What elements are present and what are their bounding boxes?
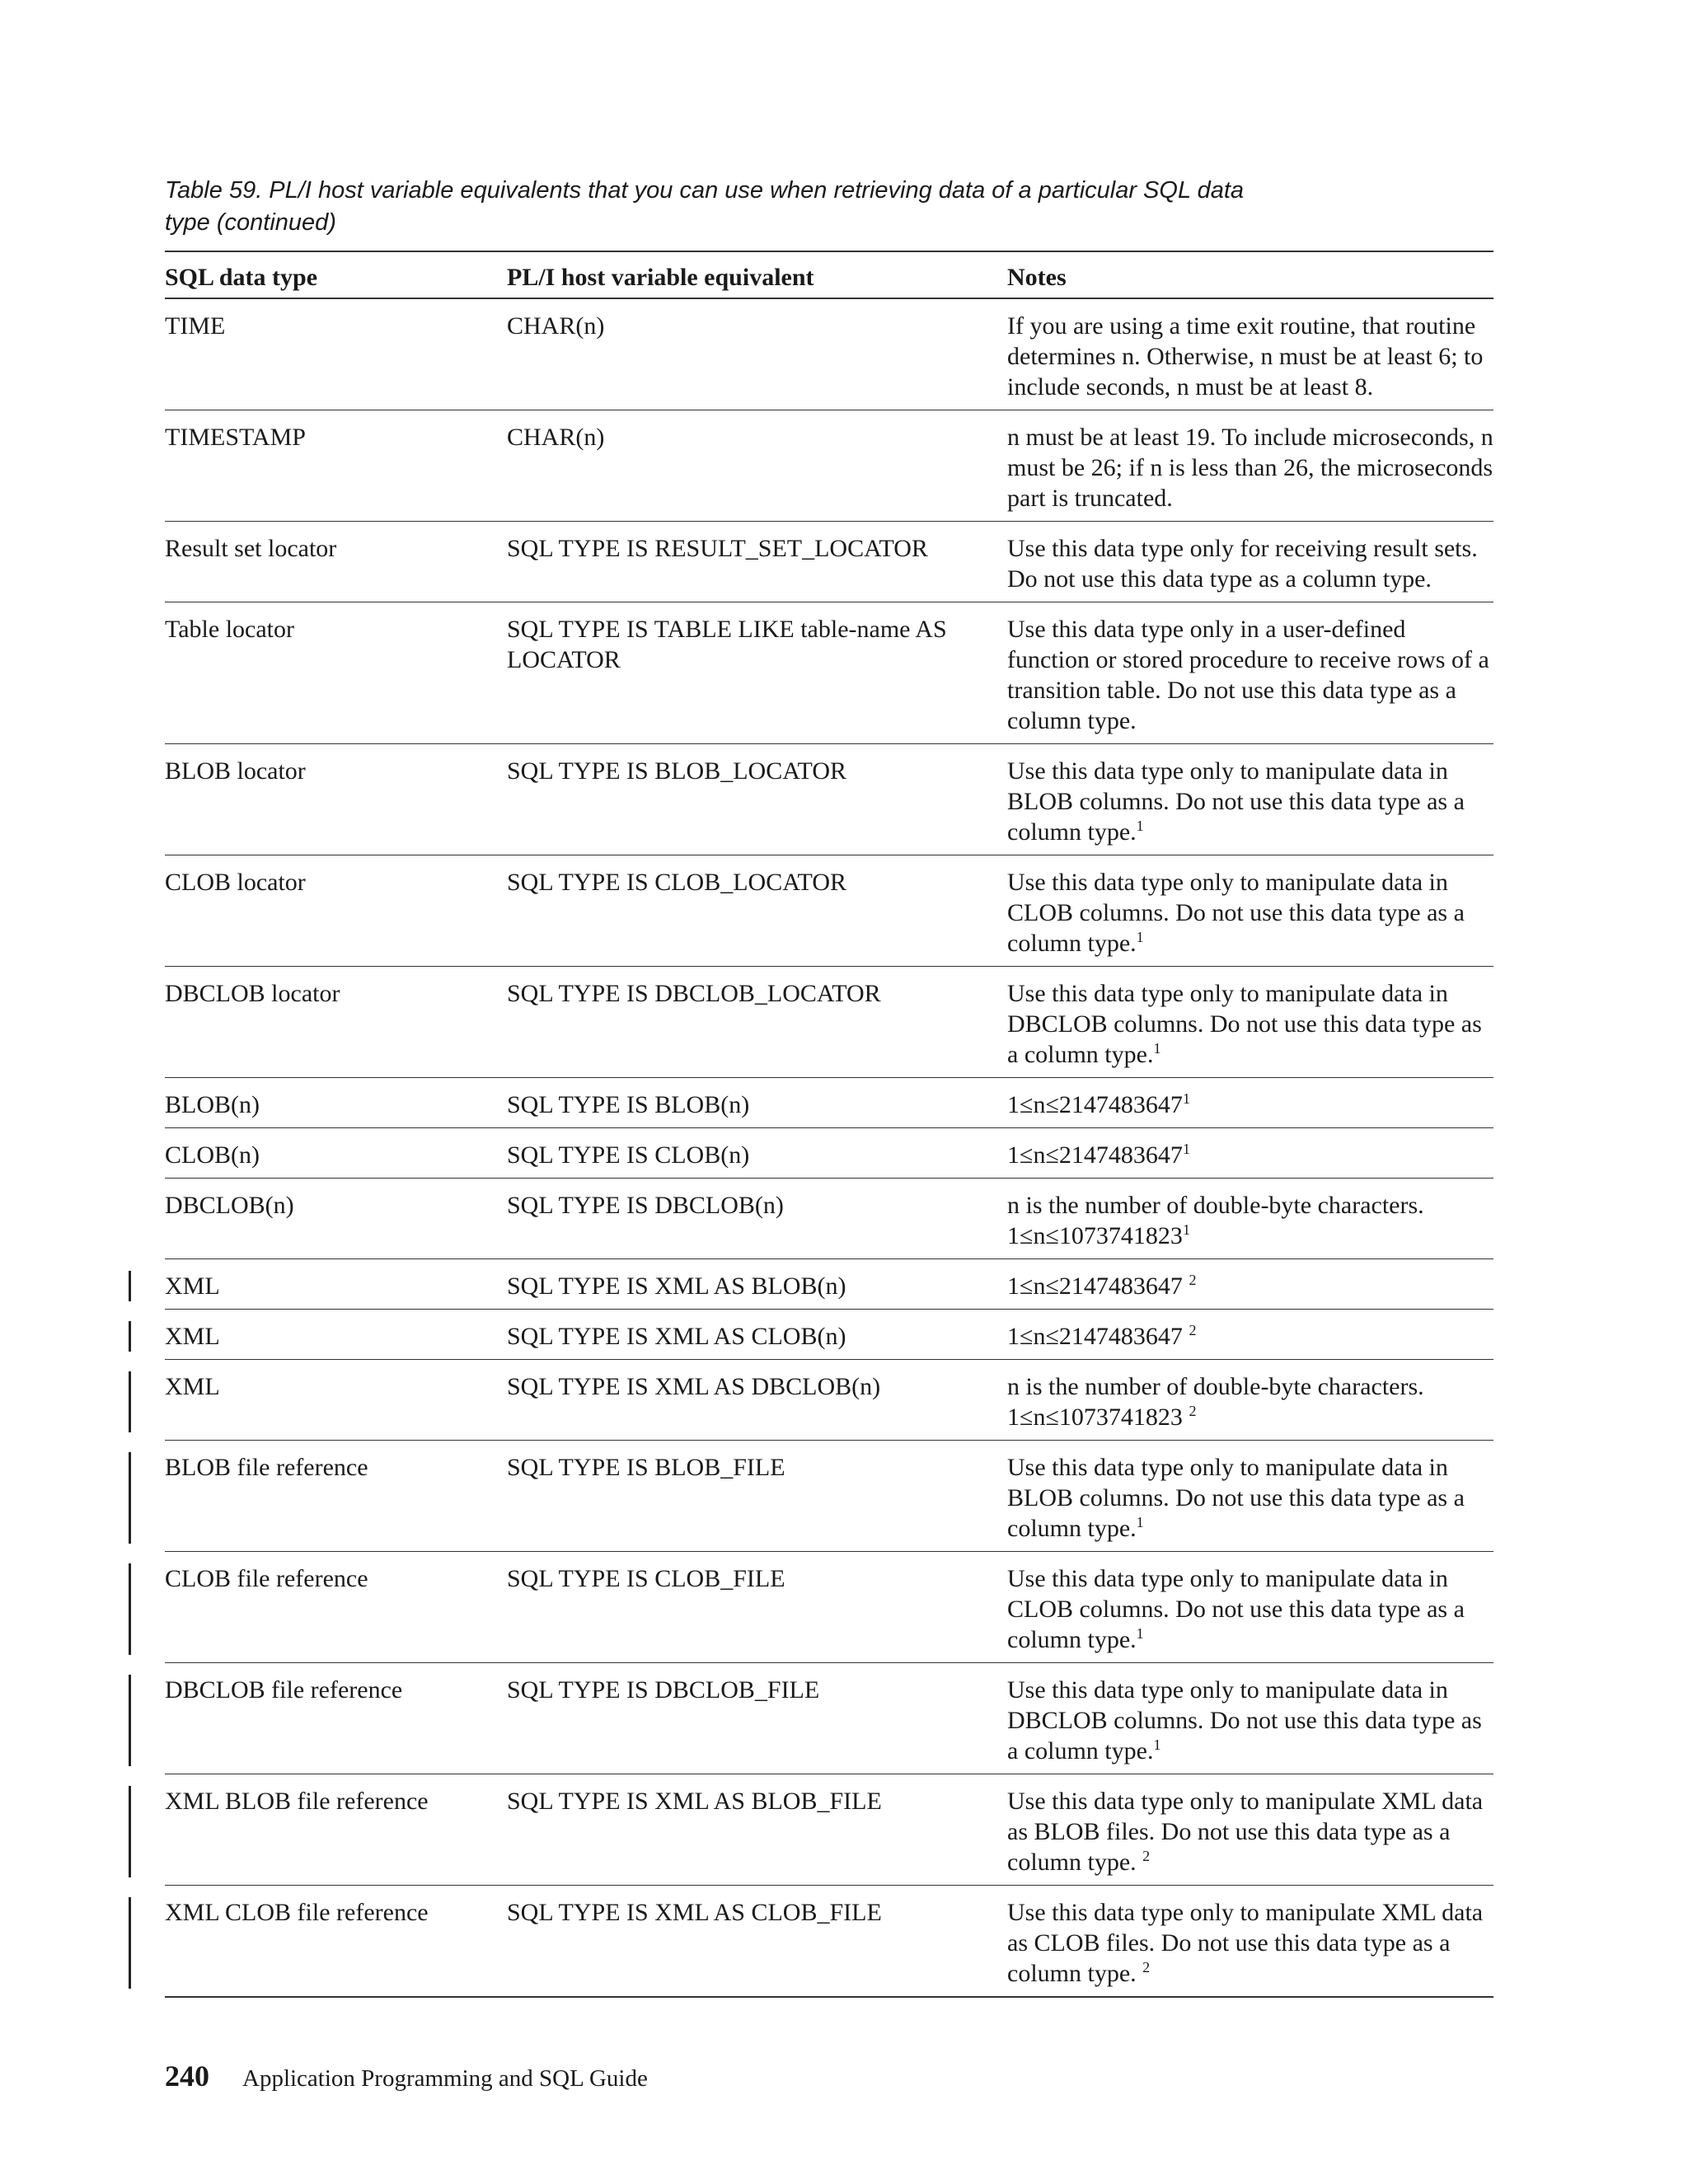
table-header-row xyxy=(165,252,1493,298)
revision-bar xyxy=(129,1786,131,1877)
footnote-ref: 2 xyxy=(1142,1959,1151,1975)
cell-sql-data-type: Result set locator xyxy=(165,535,337,562)
table-row xyxy=(165,410,1493,521)
data-type-table xyxy=(165,251,1493,1998)
cell-notes xyxy=(1007,756,1493,847)
footnote-ref: 1 xyxy=(1136,929,1144,945)
notes-text: Use this data type only to manipulate data in CLOB columns. Do not use this data type as a column type. xyxy=(1007,1565,1465,1653)
table-row xyxy=(165,1885,1493,1996)
cell-pli-equivalent: SQL TYPE IS XML AS CLOB(n) xyxy=(507,1323,846,1350)
cell-sql-data-type: Table locator xyxy=(165,616,294,643)
cell-notes xyxy=(1007,1321,1493,1352)
cell-notes xyxy=(1007,1271,1493,1301)
table-row xyxy=(165,298,1493,410)
revision-bar xyxy=(129,1897,131,1989)
table-row xyxy=(165,1551,1493,1662)
footnote-ref: 2 xyxy=(1142,1848,1151,1864)
table-row xyxy=(165,602,1493,743)
cell-notes xyxy=(1007,614,1493,736)
cell-pli-equivalent: SQL TYPE IS XML AS CLOB_FILE xyxy=(507,1899,882,1926)
header-pli-equivalent: PL/I host variable equivalent xyxy=(507,264,814,291)
cell-sql-data-type: CLOB file reference xyxy=(165,1565,368,1592)
cell-pli-equivalent: SQL TYPE IS BLOB_FILE xyxy=(507,1454,785,1481)
table-row xyxy=(165,1178,1493,1258)
cell-notes xyxy=(1007,1563,1493,1655)
notes-text: Use this data type only for receiving result sets. Do not use this data type as a column type. xyxy=(1007,535,1478,593)
cell-pli-equivalent: SQL TYPE IS CLOB_FILE xyxy=(507,1565,785,1592)
footnote-ref: 1 xyxy=(1182,1090,1190,1107)
cell-notes xyxy=(1007,533,1493,594)
cell-pli-equivalent: SQL TYPE IS XML AS DBCLOB(n) xyxy=(507,1373,881,1400)
notes-text: 1≤n≤2147483647 xyxy=(1007,1141,1183,1169)
header-notes: Notes xyxy=(1007,264,1067,291)
revision-bar xyxy=(129,1675,131,1766)
cell-pli-equivalent: SQL TYPE IS BLOB_LOCATOR xyxy=(507,757,847,785)
notes-text: Use this data type only to manipulate XML data as CLOB files. Do not use this data type as a column type. xyxy=(1007,1899,1484,1987)
revision-bar xyxy=(129,1321,131,1352)
cell-pli-equivalent: SQL TYPE IS XML AS BLOB(n) xyxy=(507,1272,846,1300)
book-title: Application Programming and SQL Guide xyxy=(242,2065,648,2092)
cell-notes xyxy=(1007,1452,1493,1544)
cell-sql-data-type: BLOB(n) xyxy=(165,1091,260,1118)
table-row xyxy=(165,521,1493,602)
caption-line-1: Table 59. PL/I host variable equivalents that you can use when retrieving data of a particular SQL data xyxy=(165,177,1245,204)
footnote-ref: 1 xyxy=(1136,818,1144,834)
footnote-ref: 2 xyxy=(1189,1403,1197,1419)
cell-notes xyxy=(1007,1090,1493,1120)
notes-text: 1≤n≤2147483647 xyxy=(1007,1272,1189,1300)
table-row xyxy=(165,1440,1493,1551)
cell-notes xyxy=(1007,1140,1493,1170)
notes-text: n must be at least 19. To include microseconds, n must be 26; if n is less than 26, the microseconds part is truncated. xyxy=(1007,424,1493,512)
cell-sql-data-type: DBCLOB locator xyxy=(165,980,340,1007)
cell-sql-data-type: XML BLOB file reference xyxy=(165,1788,429,1815)
notes-text: 1≤n≤2147483647 xyxy=(1007,1323,1189,1350)
notes-text: Use this data type only to manipulate data in BLOB columns. Do not use this data type as a column type. xyxy=(1007,1454,1465,1542)
cell-notes xyxy=(1007,1371,1493,1432)
cell-sql-data-type: CLOB(n) xyxy=(165,1141,260,1169)
page-footer xyxy=(165,2059,648,2093)
notes-text: n is the number of double-byte characters. 1≤n≤1073741823 xyxy=(1007,1373,1424,1431)
cell-sql-data-type: DBCLOB(n) xyxy=(165,1192,294,1219)
cell-sql-data-type: BLOB locator xyxy=(165,757,306,785)
footnote-ref: 1 xyxy=(1153,1040,1161,1057)
table-row xyxy=(165,1662,1493,1774)
footnote-ref: 1 xyxy=(1182,1221,1190,1238)
cell-pli-equivalent: SQL TYPE IS DBCLOB_LOCATOR xyxy=(507,980,881,1007)
notes-text: If you are using a time exit routine, that routine determines n. Otherwise, n must be at least 6; to include seconds, n must be at least 8. xyxy=(1007,312,1484,401)
table-row xyxy=(165,1774,1493,1885)
footnote-ref: 1 xyxy=(1136,1625,1144,1642)
notes-text: Use this data type only to manipulate XML data as BLOB files. Do not use this data type as a column type. xyxy=(1007,1788,1484,1876)
cell-notes xyxy=(1007,1786,1493,1877)
page-number: 240 xyxy=(165,2060,209,2093)
cell-pli-equivalent: SQL TYPE IS BLOB(n) xyxy=(507,1091,750,1118)
notes-text: Use this data type only in a user-defined function or stored procedure to receive rows of a transition table. Do not use this data type as a column type. xyxy=(1007,616,1489,734)
table-row xyxy=(165,1127,1493,1178)
cell-pli-equivalent: SQL TYPE IS XML AS BLOB_FILE xyxy=(507,1788,882,1815)
cell-pli-equivalent: SQL TYPE IS CLOB(n) xyxy=(507,1141,750,1169)
cell-sql-data-type: XML xyxy=(165,1373,220,1400)
cell-notes xyxy=(1007,1190,1493,1251)
header-sql-data-type: SQL data type xyxy=(165,264,318,291)
table-row xyxy=(165,855,1493,966)
footnote-ref: 1 xyxy=(1153,1736,1161,1753)
footnote-ref: 2 xyxy=(1189,1322,1197,1338)
cell-pli-equivalent: SQL TYPE IS RESULT_SET_LOCATOR xyxy=(507,535,928,562)
revision-bar xyxy=(129,1371,131,1432)
cell-sql-data-type: XML xyxy=(165,1272,220,1300)
table-row xyxy=(165,1258,1493,1309)
notes-text: Use this data type only to manipulate data in DBCLOB columns. Do not use this data type as a column type. xyxy=(1007,980,1482,1068)
table-caption xyxy=(165,175,1335,239)
cell-pli-equivalent: SQL TYPE IS TABLE LIKE table-name AS LOCATOR xyxy=(507,616,947,673)
cell-notes xyxy=(1007,978,1493,1070)
cell-pli-equivalent: CHAR(n) xyxy=(507,312,605,340)
notes-text: 1≤n≤2147483647 xyxy=(1007,1091,1183,1118)
cell-sql-data-type: TIME xyxy=(165,312,226,340)
notes-text: Use this data type only to manipulate data in BLOB columns. Do not use this data type as a column type. xyxy=(1007,757,1465,846)
revision-bar xyxy=(129,1563,131,1655)
footnote-ref: 1 xyxy=(1136,1514,1144,1530)
revision-bar xyxy=(129,1271,131,1301)
table-body xyxy=(165,298,1493,1996)
cell-notes xyxy=(1007,1897,1493,1989)
cell-notes xyxy=(1007,867,1493,958)
cell-notes xyxy=(1007,1675,1493,1766)
cell-sql-data-type: DBCLOB file reference xyxy=(165,1676,403,1704)
cell-sql-data-type: CLOB locator xyxy=(165,869,306,896)
table-row xyxy=(165,1077,1493,1127)
notes-text: n is the number of double-byte characters. 1≤n≤1073741823 xyxy=(1007,1192,1424,1249)
cell-sql-data-type: XML CLOB file reference xyxy=(165,1899,429,1926)
table-row xyxy=(165,966,1493,1077)
cell-sql-data-type: BLOB file reference xyxy=(165,1454,368,1481)
notes-text: Use this data type only to manipulate data in CLOB columns. Do not use this data type as a column type. xyxy=(1007,869,1465,957)
table-row xyxy=(165,1309,1493,1359)
cell-notes xyxy=(1007,422,1493,513)
table-row xyxy=(165,1359,1493,1440)
cell-notes xyxy=(1007,311,1493,402)
notes-text: Use this data type only to manipulate data in DBCLOB columns. Do not use this data type as a column type. xyxy=(1007,1676,1482,1765)
cell-pli-equivalent: SQL TYPE IS DBCLOB_FILE xyxy=(507,1676,820,1704)
footnote-ref: 1 xyxy=(1182,1141,1190,1157)
cell-pli-equivalent: SQL TYPE IS DBCLOB(n) xyxy=(507,1192,784,1219)
cell-pli-equivalent: SQL TYPE IS CLOB_LOCATOR xyxy=(507,869,847,896)
table-row xyxy=(165,743,1493,855)
cell-pli-equivalent: CHAR(n) xyxy=(507,424,605,451)
revision-bar xyxy=(129,1452,131,1544)
cell-sql-data-type: TIMESTAMP xyxy=(165,424,306,451)
caption-line-2: type (continued) xyxy=(165,209,336,236)
cell-sql-data-type: XML xyxy=(165,1323,220,1350)
footnote-ref: 2 xyxy=(1189,1272,1197,1288)
